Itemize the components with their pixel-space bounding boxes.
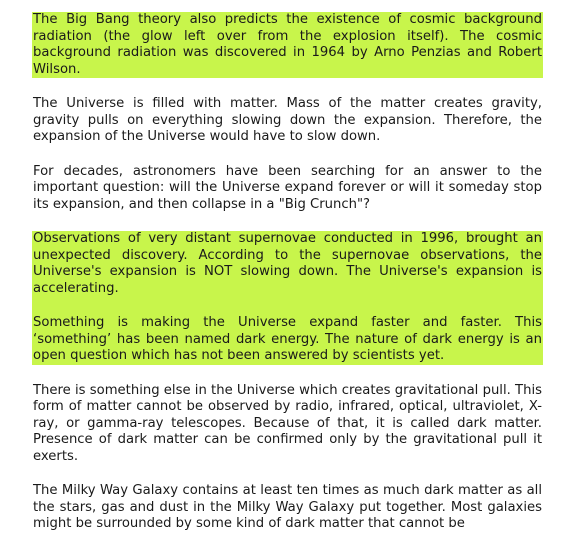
document-body — [32, 12, 543, 533]
paragraph-supernovae-observations: Observations of very distant supernovae conducted in 1996, brought an unexpected discovery. According to the supernovae observations, the Universe's expansion is NOT slowing down. The Universe's expansion is accelerating. — [33, 231, 542, 296]
highlight-block-dark-energy — [32, 231, 543, 365]
highlight-block-cosmic-background — [32, 12, 543, 78]
paragraph-spacer — [32, 78, 543, 96]
paragraph-spacer — [32, 365, 543, 383]
paragraph-milky-way: The Milky Way Galaxy contains at least ten times as much dark matter as all the stars, gas and dust in the Milky Way Galaxy put together. Most galaxies might be surrounded by some kind of dark matter that cannot be — [33, 483, 542, 531]
paragraph-spacer — [32, 465, 543, 483]
paragraph-big-crunch-question: For decades, astronomers have been searching for an answer to the important question: will the Universe expand forever or will it someday stop its expansion, and then collapse in a "Big Crunch"? — [33, 163, 542, 212]
paragraph-spacer — [32, 213, 543, 231]
paragraph-universe-matter: The Universe is filled with matter. Mass of the matter creates gravity, gravity pulls on everything slowing down the expansion. Therefore, the expansion of the Universe would have to slow down. — [33, 96, 542, 144]
paragraph-dark-matter: There is something else in the Universe which creates gravitational pull. This form of matter cannot be observed by radio, infrared, optical, ultraviolet, X-ray, or gamma-ray telescopes. Because of that, it is called dark matter. Presence of dark matter can be confirmed only by the gravitational pull it exerts. — [33, 382, 542, 464]
paragraph-dark-energy: Something is making the Universe expand faster and faster. This ‘something’ has been named dark energy. The nature of dark energy is an open question which has not been answered by scientists yet. — [33, 315, 542, 363]
paragraph-spacer — [32, 297, 543, 315]
paragraph-cosmic-background: The Big Bang theory also predicts the existence of cosmic background radiation (the glow left over from the explosion itself). The cosmic background radiation was discovered in 1964 by Arno Penzias and Robert Wilson. — [33, 12, 542, 77]
paragraph-spacer — [32, 146, 543, 164]
